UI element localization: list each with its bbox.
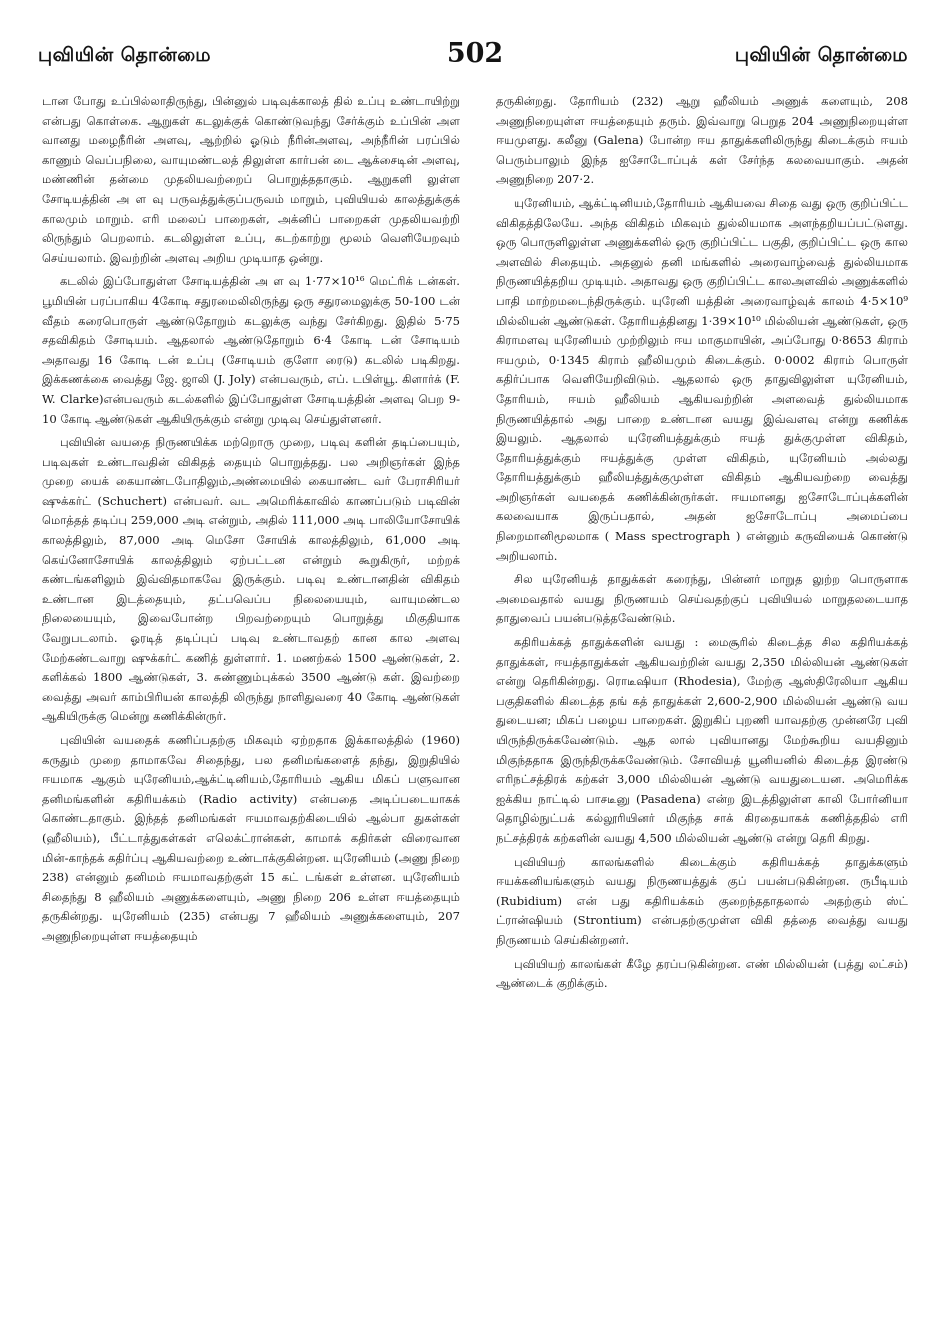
- paragraph: புவியின் வயதைக் கணிப்பதற்கு மிகவும் ஏற்றதாக இக்காலத்தில் (1960) கருதும் முறை தாமாகவே சிதைந்து, பல தனிமங்களைத் தந்து, இறுதியில் ஈயமாக ஆகும் யுரேனியம்,ஆக்ட்டினியம்,தோரியம் ஆகிய மிகப் பளுவான தனிமங்களின் கதிரியக்கம் (Radio activity) என்பதை அடிப்படையாகக் கொண்டதாகும். இந்தத் தனிமங்கள் ஈயமாவதற்கிடையில் ஆல்பா துகள்கள் (ஹீலியம்), பீட்டாத்துகள்கள் எலெக்ட்ரான்கள், காமாக் கதிர்கள் விரைவான மின்-காந்தக் கதிர்ப்பு ஆகியவற்றை உண்டாக்குகின்றன. யுரேனியம் (அணு நிறை 238) என்னும் தனிமம் ஈயமாவதற்குள் 15 கட் டங்கள் உள்ளன. யுரேனியம் சிதைந்து 8 ஹீலியம் அணுக்களையும், அணு நிறை 206 உள்ள ஈயத்தையும் தருகின்றது. யுரேனியம் (235) என்பது 7 ஹீலியம் அணுக்களையும், 207 அணுநிறையுள்ள ஈயத்தையும்: [42, 733, 460, 943]
- paragraph: யுரேனியம், ஆக்ட்டினியம்,தோரியம் ஆகியவை சிதை வது ஒரு குறிப்பிட்ட விகிதத்திலேயே. அந்த விகிதம் மிகவும் துல்லியமாக அளந்தறியப்பட்டுளது. ஒரு பொருளிலுள்ள அணுக்களில் ஒரு குறிப்பிட்ட பகுதி, குறிப்பிட்ட ஒரு கால அளவில் சிதையும். அதனுல் தனி மங்களில் அரைவாழ்வைத் துல்லியமாக நிருணயித்தறிய முடியும். அதாவது ஒரு குறிப்பிட்ட காலஅளவில் அணுக்களில் பாதி மாற்றமடைந்திருக்கும். யுரேனி யத்தின் அரைவாழ்வுக் காலம் 4·5×10⁹ மில்லியன் ஆண்டுகள். தோரியத்தினது 1·39×10¹⁰ மில்லியன் ஆண்டுகள், ஒரு கிராமளவு யுரேனியம் முற்றிலும் ஈய மாகுமாயின், அப்போது 0·8653 கிராம் ஈயமும், 0·1345 கிராம் ஹீலியமும் கிடைக்கும். 0·0002 கிராம் பொருள் கதிர்ப்பாக வெளியேறிவிடும். ஆதலால் ஒரு தாதுவிலுள்ள யுரேனியம், தோரியம், ஈயம் ஹீலியம் ஆகியவற்றின் அளவைத் துல்லியமாக நிருணயித்தால் அது பாறை உண்டான வயது இவ்வளவு என்று கணிக்க இயலும். ஆதலால் யுரேனியத்துக்கும் ஈயத் துக்குமுள்ள விகிதம், தோரியத்துக்கும் ஈயத்துக்கு முள்ள விகிதம், யுரேனியம் அல்லது தோரியத்துக்கும் ஹீலியத்துக்குமுள்ள விகிதம் ஆகியவற்றை வைத்து அறிஞர்கள் வயதைக் கணிக்கின்ருர்கள். ஈயமானது ஐசோடோப்புக்களின் கலவையாக இருப்பதால், அதன் ஐசோடோப்பு அமைப்பை நிறைமானிமூலமாக ( Mass spectrograph ) என்னும் கருவியைக் கொண்டு அறியலாம்.: [496, 195, 908, 563]
- running-title-right: புவியின் தொன்மை: [734, 44, 908, 66]
- running-title-left: புவியின் தொன்மை: [38, 44, 212, 66]
- paragraph: டான போது உப்பில்லாதிருந்து, பின்னுல் படிவுக்காலத் தில் உப்பு உண்டாயிற்று என்பது கொள்கை. ஆறுகள் கடலுக்குக் கொண்டுவந்து சேர்க்கும் உப்பின் அள வானது மழைநீரின் அளவு, ஆற்றில் ஓடும் நீரின்அளவு, அந்நீரின் பரப்பில் காணும் வெப்பநிலை, வாயுமண்டலத் திலுள்ள கார்பன் டை ஆக்சைடின் அளவு, மண்ணின் தன்மை முதலியவற்றைப் பொறுத்ததாகும். ஆறுகளி லுள்ள சோடியத்தின் அ ள வு பருவத்துக்குப்பருவம் மாறும், புவியியல் காலத்துக்குக் காலமும் மாறும். எரி மலைப் பாறைகள், அக்னிப் பாறைகள் முதலியவற்றி லிருந்தும் பெறலாம். கடலிலுள்ள உப்பு, கடற்காற்று மூலம் வெளியேறவும் செய்யலாம். இவற்றின் அளவு அறிய முடியாத ஒன்று.: [42, 94, 460, 265]
- paragraph: கதிரியக்கத் தாதுக்களின் வயது : மைசூரில் கிடைத்த சில கதிரியக்கத் தாதுக்கள், ஈயத்தாதுக்கள் ஆகியவற்றின் வயது 2,350 மில்லியன் ஆண்டுகள் என்று தெரிகின்றது. ரொடீஷியா (Rhodesia), மேற்கு ஆஸ்திரேலியா ஆகிய பகுதிகளில் கிடைத்த தங் கத் தாதுக்கள் 2,600-2,900 மில்லியன் ஆண்டு வய துடையன; மிகப் பழைய பாறைகள். இறுகிப் புறணி யாவதற்கு முன்னரே புவி யிருந்திருக்கவேண்டும். ஆத லால் புவியானது மேற்கூறிய வயதினும் மிகுந்ததாக இருந்திருக்கவேண்டும். சோவியத் யூனியனில் கிடைத்த இரண்டு எரிநட்சத்திரக் கற்கள் 3,000 மில்லியன் ஆண்டு வயதுடையன. அமெரிக்க ஐக்கிய நாட்டில் பாசடீனு (Pasadena) என்ற இடத்திலுள்ள காலி போர்னியா தொழில்நுட்பக் கல்லூரியினர் மிகுந்த சாக் கிரதையாகக் கணித்ததில் எரி நட்சத்திரக் கற்களின் வயது 4,500 மில்லியன் ஆண்டு என்று தெரி கிறது.: [496, 635, 908, 845]
- paragraph: புவியின் வயதை நிருணயிக்க மற்றொரு முறை, படிவு களின் தடிப்பையும், படிவுகள் உண்டாவதின் விகிதத் தையும் பொறுத்தது. பல அறிஞர்கள் இந்த முறை யைக் கையாண்டபோதிலும்,அண்மையில் கையாண்ட வர் பேராசிரியர் ஷுக்கர்ட் (Schuchert) என்பவர். வட அமெரிக்காவில் காணப்படும் படிவின் மொத்தத் தடிப்பு 259,000 அடி என்றும், அதில் 111,000 அடி பாலியோசோயிக் காலத்திலும், 87,000 அடி மெசோ சோயிக் காலத்திலும், 61,000 அடி கெய்னோசோயிக் காலத்திலும் ஏற்பட்டன என்றும் கூறுகிருர், மற்றக் கண்டங்களிலும் இவ்விதமாகவே இருக்கும். படிவு உண்டானதின் விகிதம் உண்டான இடத்தையும், தட்பவெப்ப நிலையையும், வாயுமண்டல நிலையையும், இவைபோன்ற பிறவற்றையும் பொறுத்து மிகுதியாக வேறுபடலாம். ஓரடித் தடிப்புப் படிவு உண்டாவதற் கான கால அளவு மேற்கண்டவாறு ஷுக்கர்ட் கணித் துள்ளார். 1. மணற்கல் 1500 ஆண்டுகள், 2. களிக்கல் 1800 ஆண்டுகள், 3. சுண்ணும்புக்கல் 3500 ஆண்டு கள். இவற்றை வைத்து அவர் காம்பிரியன் காலத்தி லிருந்து நாளிதுவரை 40 கோடி ஆண்டுகள் ஆகியிருக்கு மென்று கணிக்கின்ருர்.: [42, 435, 460, 724]
- paragraph: புவியியற் காலங்களில் கிடைக்கும் கதிரியக்கத் தாதுக்களும் ஈயக்கனியங்களும் வயது நிருணயத்துக் குப் பயன்படுகின்றன. ருபீடியம் (Rubidium) என் பது கதிரியக்கம் குறைந்ததாதலால் அதற்கும் ஸ்ட் ட்ரான்ஷியம் (Strontium) என்பதற்குமுள்ள விகி தத்தை வைத்து வயது நிருணயம் செய்கின்றனர்.: [496, 854, 908, 947]
- paragraph: தருகின்றது. தோரியம் (232) ஆறு ஹீலியம் அணுக் களையும், 208 அணுநிறையுள்ள ஈயத்தையும் தரும். இவ்வாறு பெறுத 204 அணுநிறையுள்ள ஈயமுளது. கலீனு (Galena) போன்ற ஈய தாதுக்களிலிருந்து கிடைக்கும் ஈயம் பெரும்பாலும் இந்த ஐசோடோப்புக் கள் சேர்ந்த கலவையாகும். அதன் அணுநிறை 207·2.: [496, 94, 908, 187]
- page-number: 502: [446, 38, 504, 69]
- paragraph: சில யுரேனியத் தாதுக்கள் கரைந்து, பின்னர் மாறுத லுற்ற பொருளாக அமைவதால் வயது நிருணயம் செய்வதற்குப் புவியியல் மாறுதலடையாத தாதுவைப் பயன்படுத்தவேண்டும்.: [496, 572, 908, 626]
- right-column: [496, 92, 908, 1322]
- paragraph: புவியியற் காலங்கள் கீழே தரப்படுகின்றன. எண் மில்லியன் (பத்து லட்சம்) ஆண்டைக் குறிக்கும்.: [496, 956, 908, 991]
- left-column: [42, 92, 460, 1322]
- page-header: [36, 38, 914, 78]
- paragraph: கடலில் இப்போதுள்ள சோடியத்தின் அ ள வு 1·77×10¹⁶ மெட்ரிக் டன்கள். பூமியின் பரப்பாகிய 4கோடி சதுரமைலிலிருந்து ஒரு சதுரமைலுக்கு 50-100 டன் வீதம் கரைபொருள் ஆண்டுதோறும் கடலுக்கு வந்து சேர்கிறது. இதில் 5·75 சதவிகிதம் சோடியம். ஆதலால் ஆண்டுதோறும் 6·4 கோடி டன் சோடியம் அதாவது 16 கோடி டன் உப்பு (சோடியம் குளோ ரைடு) கடலில் படிகிறது. இக்கணக்கை வைத்து ஜே. ஜாலி (J. Joly) என்பவரும், எப். டபிள்யூ. கிளார்க் (F. W. Clarke)என்பவரும் கடல்களில் இப்போதுள்ள சோடியத்தின் அளவு பெற 9-10 கோடி ஆண்டுகள் ஆகியிருக்கும் என்று முடிவு செய்துள்ளனர்.: [42, 274, 460, 426]
